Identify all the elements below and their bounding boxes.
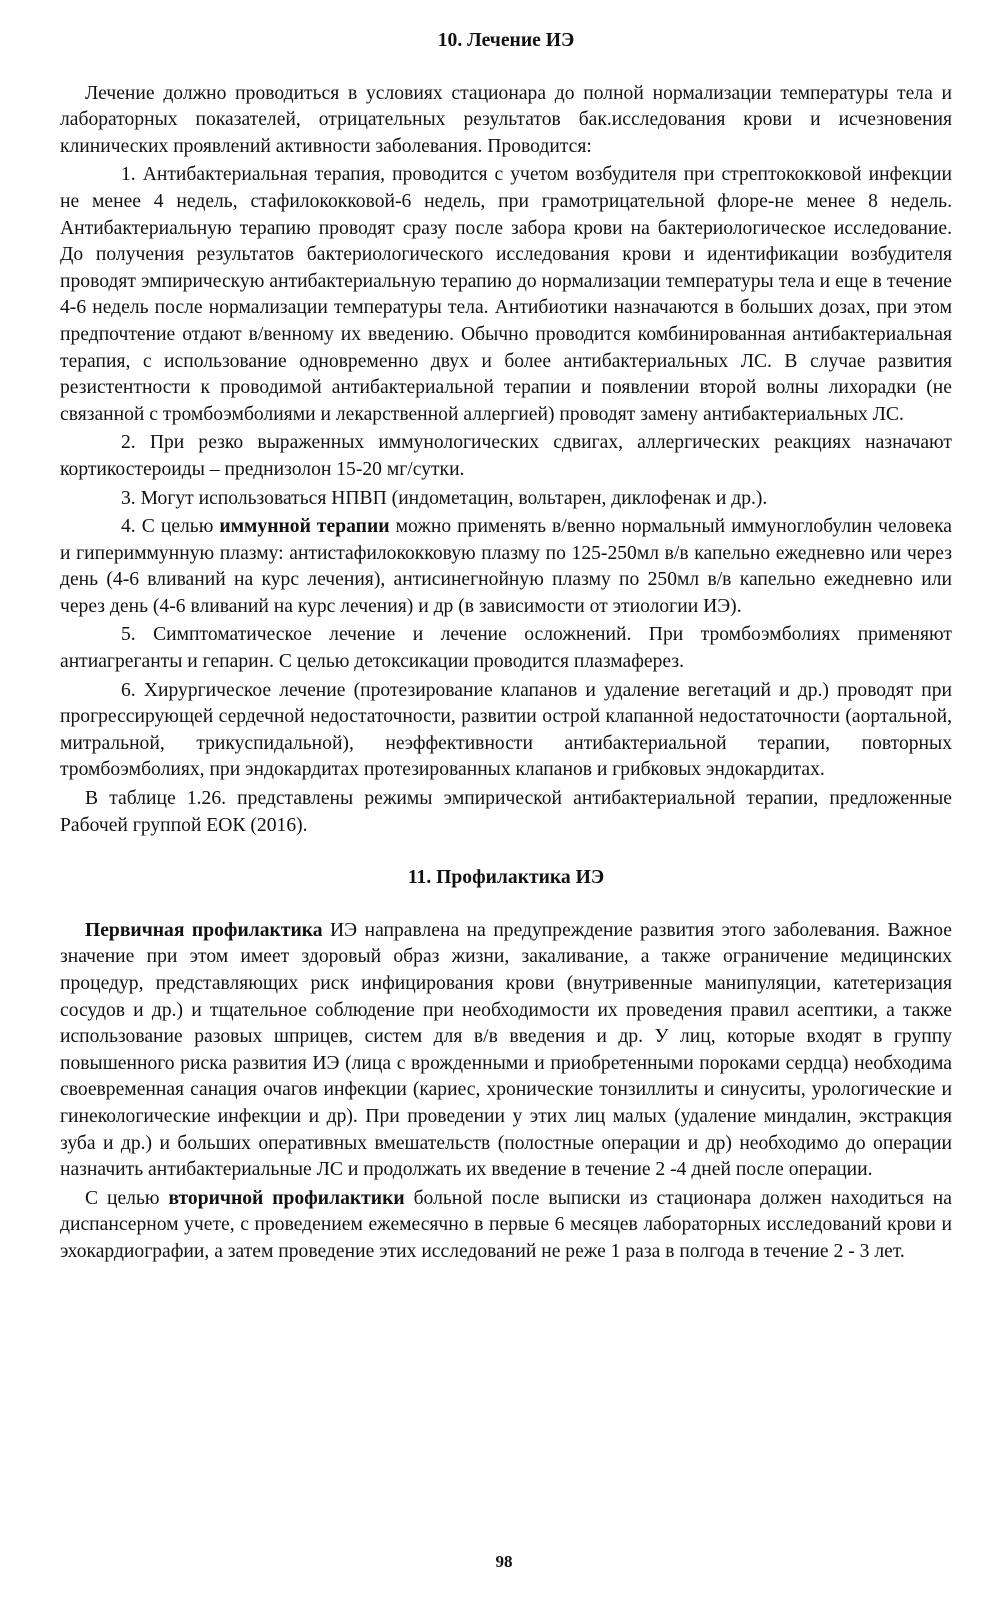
- treatment-item-4: [60, 514, 952, 620]
- primary-prevention-text: ИЭ направлена на предупреждение развития этого заболевания. Важное значение при этом имеет здоровый образ жизни, закаливание, а также ограничение медицинских процедур, представляющих риск инфицирования крови (внутривенные манипуляции, катетеризация сосудов и др.) и тщательное соблюдение при необходимости их проведения правил асептики, а также использование разовых шприцев, систем для в/в введения и др. У лиц, которые входят в группу повышенного риска развития ИЭ (лица с врожденными и приобретенными пороками сердца) необходима своевременная санация очагов инфекции (кариес, хронические тонзиллиты и синуситы, урологические и гинекологические инфекции и др). При проведении у этих лиц малых (удаление миндалин, экстракция зуба и др.) и больших оперативных вмешательств (полостные операции и др) необходимо до операции назначить антибактериальные ЛС и продолжать их введение в течение 2 -4 дней после операции.: [60, 919, 953, 1181]
- treatment-item-4-emphasis: иммунной терапии: [219, 516, 390, 538]
- secondary-prevention-text: больной после выписки из стационара должен находиться на диспансерном учете, с проведением ежемесячно в первые 6 месяцев лабораторных исследований крови и эхокардиографии, а затем проведение этих исследований не реже 1 раза в полгода в течение 2 - 3 лет.: [60, 1187, 952, 1262]
- treatment-item-1: 1. Антибактериальная терапия, проводится с учетом возбудителя при стрептококковой инфекции не менее 4 недель, стафилококковой-6 недель, при грамотрицательной флоре-не менее 8 недель. Антибактериальную терапию проводят сразу после забора крови на бактериологическое исследование. До получения результатов бактериологического исследования крови и идентификации возбудителя проводят эмпирическую антибактериальную терапию до нормализации температуры тела и еще в течение 4-6 недель после нормализации температуры тела. Антибиотики назначаются в больших дозах, при этом предпочтение отдают в/венному их введению. Обычно проводится комбинированная антибактериальная терапия, с использование одновременно двух и более антибактериальных ЛС. В случае развития резистентности к проводимой антибактериальной терапии и появлении второй волны лихорадки (не связанной с тромбоэмболиями и лекарственной аллергией) проводят замену антибактериальных ЛС.: [60, 164, 952, 425]
- primary-prevention-paragraph: [60, 918, 952, 1184]
- treatment-item-2: 2. При резко выраженных иммунологических сдвигах, аллергических реакциях назначают кортикостероиды – преднизолон 15-20 мг/сутки.: [60, 432, 952, 480]
- section-10-intro: Лечение должно проводиться в условиях стационара до полной нормализации температуры тела и лабораторных показателей, отрицательных результатов бак.исследования крови и исчезновения клинических проявлений активности заболевания. Проводится:: [60, 82, 952, 157]
- treatment-item-6: 6. Хирургическое лечение (протезирование клапанов и удаление вегетаций и др.) проводят при прогрессирующей сердечной недостаточности, развитии острой клапанной недостаточности (аортальной, митральной, трикуспидальной), неэффективности антибактериальной терапии, повторных тромбоэмболиях, при эндокардитах протезированных клапанов и грибковых эндокардитах.: [60, 679, 952, 781]
- section-11-heading: 11. Профилактика ИЭ: [407, 867, 605, 889]
- table-reference-paragraph: В таблице 1.26. представлены режимы эмпирической антибактериальной терапии, предложенные Рабочей группой ЕОК (2016).: [60, 788, 952, 836]
- secondary-prevention-prefix: С целью: [85, 1187, 169, 1209]
- primary-prevention-term: Первичная профилактика: [85, 919, 323, 941]
- page-number: 98: [495, 1552, 513, 1571]
- treatment-item-4-suffix: можно применять в/венно нормальный иммуноглобулин человека и гипериммунную плазму: антистафилококковую плазму по 125-250мл в/в капельно ежедневно или через день (4-6 вливаний на курс лечения), антисинегнойную плазму по 250мл в/в капельно ежедневно или через день (4-6 вливаний на курс лечения) и др (в зависимости от этиологии ИЭ).: [60, 516, 953, 617]
- page-content: [60, 28, 952, 1268]
- section-10-heading: 10. Лечение ИЭ: [437, 30, 575, 51]
- treatment-item-3: 3. Могут использоваться НПВП (индометацин, вольтарен, диклофенак и др.).: [121, 487, 768, 509]
- secondary-prevention-paragraph: [60, 1186, 952, 1266]
- treatment-item-4-prefix: 4. С целью: [121, 516, 220, 538]
- treatment-item-5: 5. Симптоматическое лечение и лечение осложнений. При тромбоэмболиях применяют антиагреганты и гепарин. С целью детоксикации проводится плазмаферез.: [60, 624, 952, 673]
- secondary-prevention-term: вторичной профилактики: [168, 1187, 405, 1209]
